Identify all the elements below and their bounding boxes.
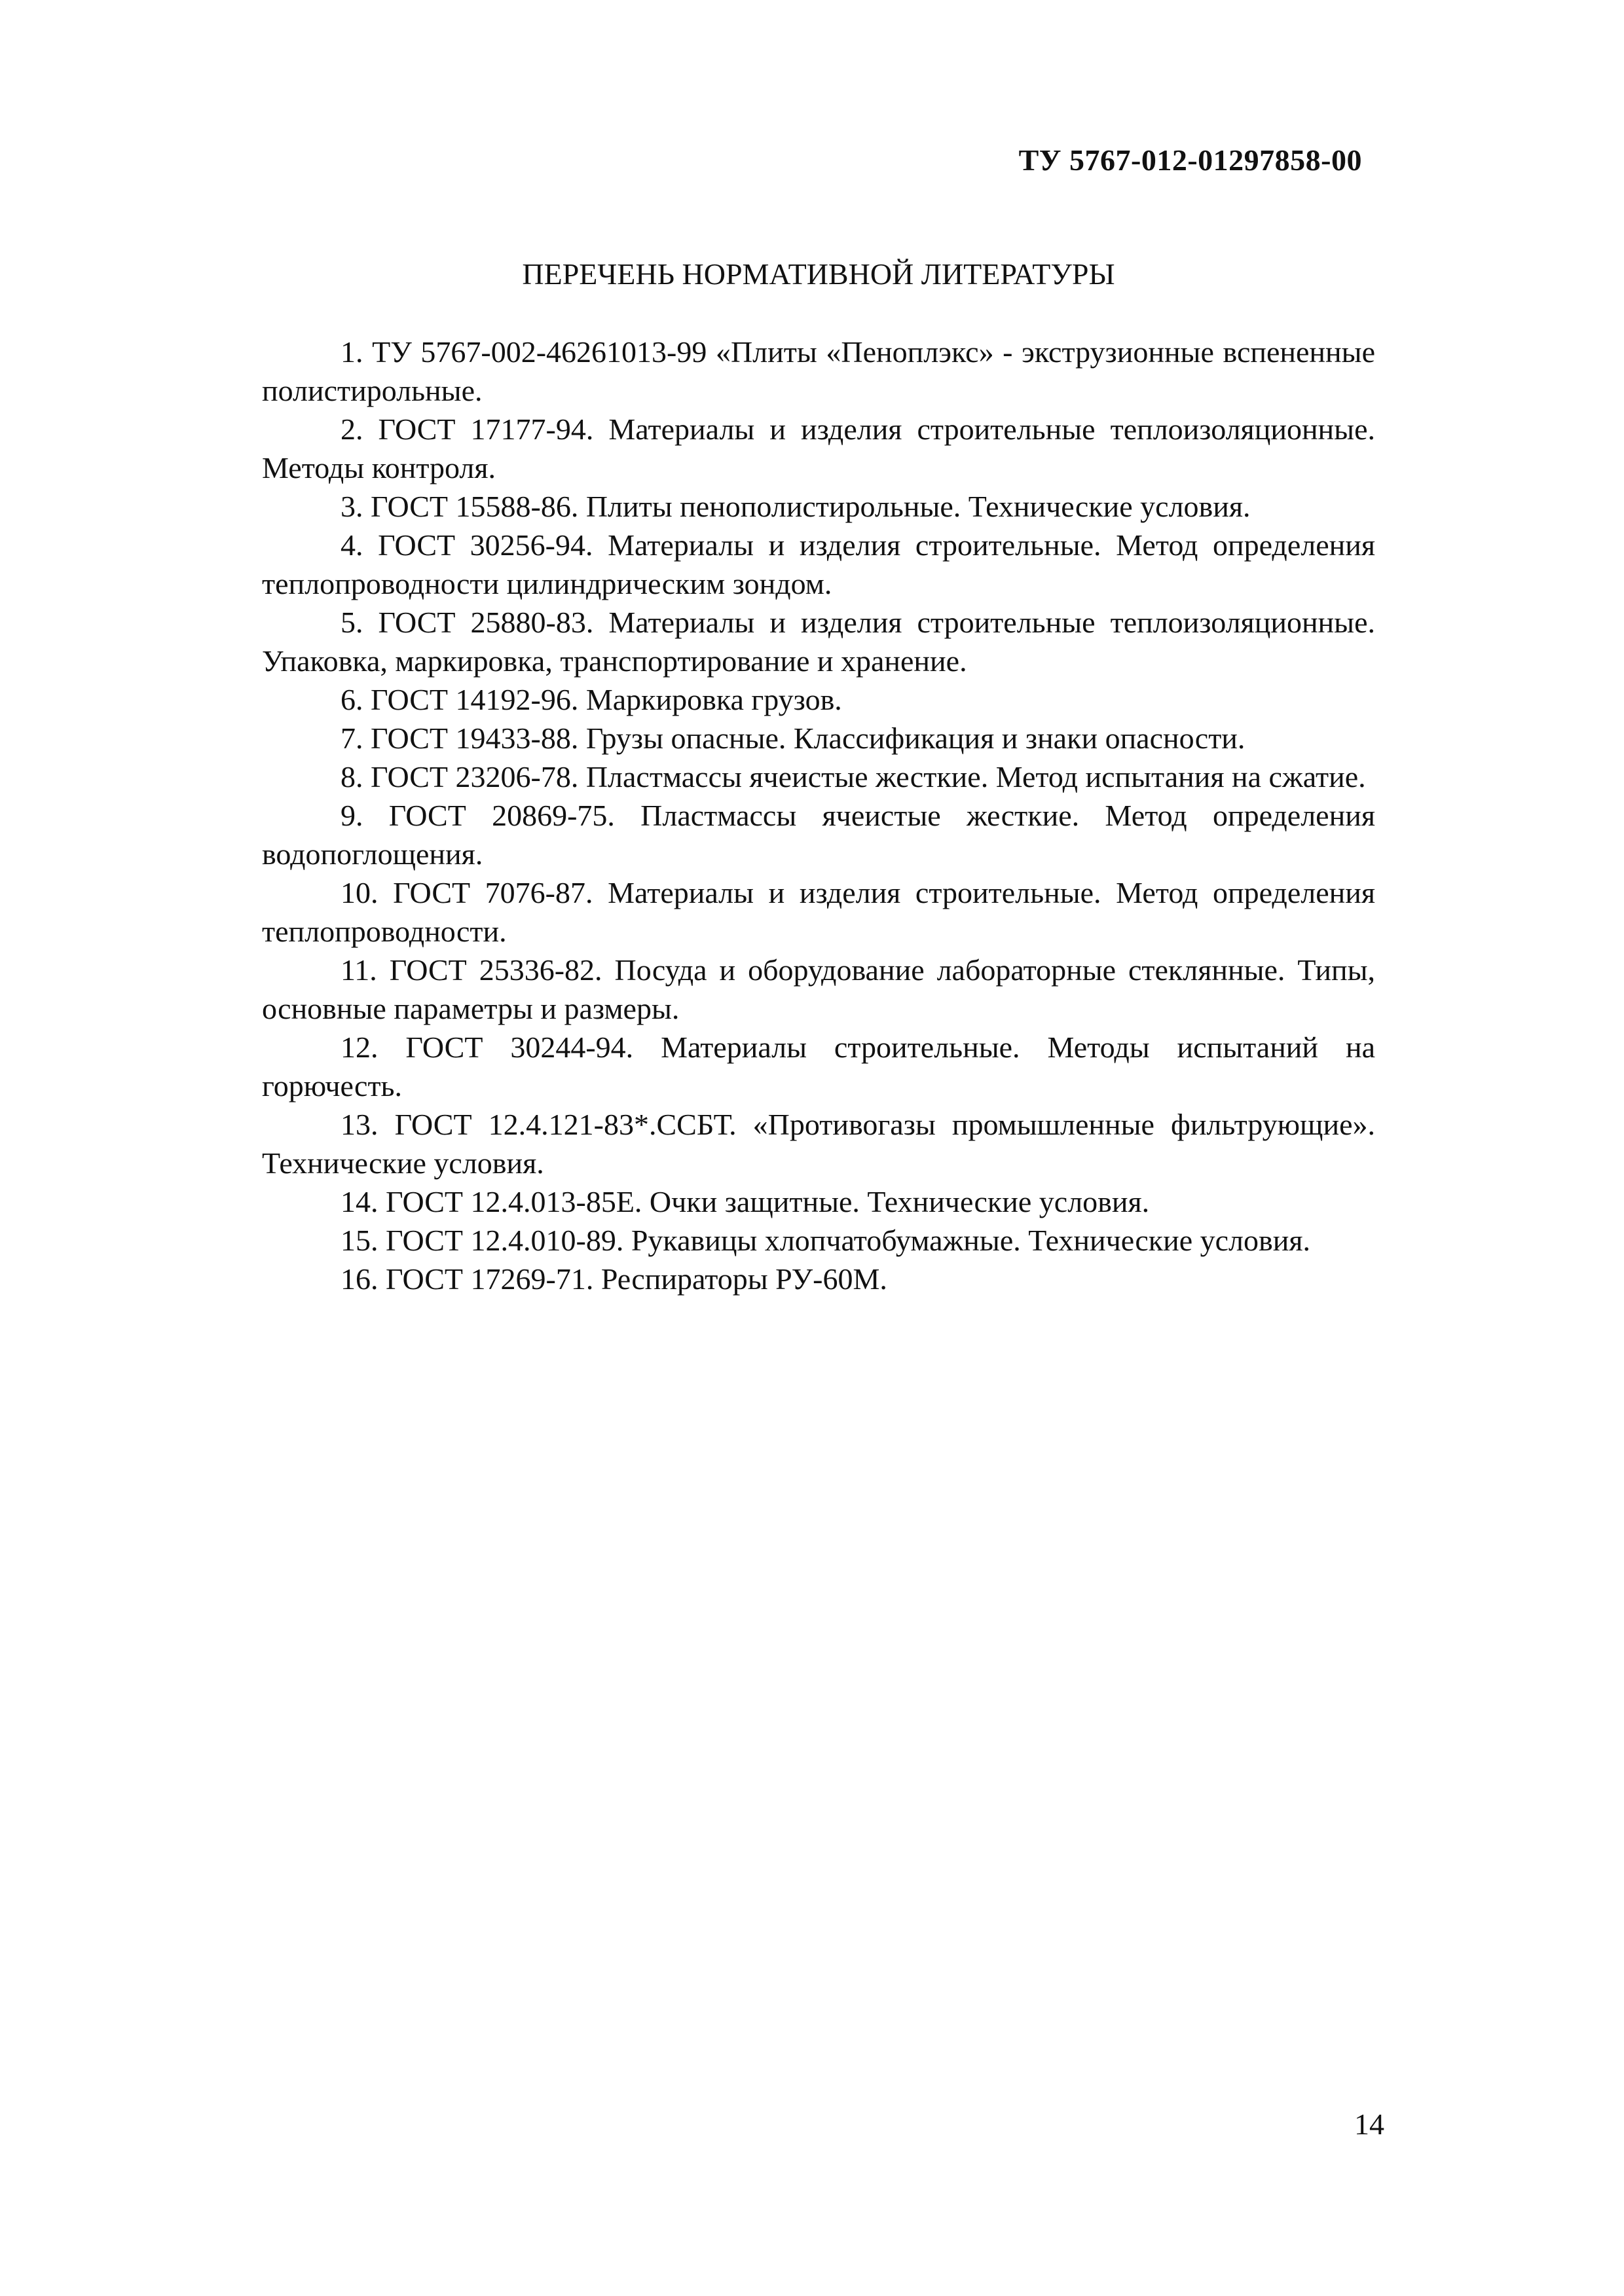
reference-item-5: 5. ГОСТ 25880-83. Материалы и изделия строительные теплоизоляционные. Упаковка, маркировка, транспортирование и хранение. — [262, 606, 1375, 678]
page-number: 14 — [1354, 2107, 1384, 2141]
reference-item-14: 14. ГОСТ 12.4.013-85Е. Очки защитные. Технические условия. — [341, 1185, 1150, 1218]
reference-item-11: 11. ГОСТ 25336-82. Посуда и оборудование лабораторные стеклянные. Типы, основные параметры и размеры. — [262, 953, 1375, 1025]
reference-item-8: 8. ГОСТ 23206-78. Пластмассы ячеистые жесткие. Метод испытания на сжатие. — [341, 760, 1366, 793]
reference-item-3: 3. ГОСТ 15588-86. Плиты пенополистирольные. Технические условия. — [341, 490, 1251, 523]
page-title: ПЕРЕЧЕНЬ НОРМАТИВНОЙ ЛИТЕРАТУРЫ — [522, 257, 1115, 291]
reference-item-7: 7. ГОСТ 19433-88. Грузы опасные. Классификация и знаки опасности. — [341, 721, 1246, 755]
reference-item-12: 12. ГОСТ 30244-94. Материалы строительные. Методы испытаний на горючесть. — [262, 1030, 1375, 1102]
document-code: ТУ 5767-012-01297858-00 — [1018, 143, 1362, 177]
reference-item-10: 10. ГОСТ 7076-87. Материалы и изделия строительные. Метод определения теплопроводности. — [262, 876, 1375, 948]
reference-item-13: 13. ГОСТ 12.4.121-83*.ССБТ. «Противогазы промышленные фильтрующие». Технические условия. — [262, 1108, 1375, 1180]
reference-list — [262, 333, 1375, 1298]
reference-item-2: 2. ГОСТ 17177-94. Материалы и изделия строительные теплоизоляционные. Методы контроля. — [262, 412, 1375, 484]
reference-item-6: 6. ГОСТ 14192-96. Маркировка грузов. — [341, 683, 842, 716]
reference-item-4: 4. ГОСТ 30256-94. Материалы и изделия строительные. Метод определения теплопроводности цилиндрическим зондом. — [262, 528, 1375, 600]
reference-item-16: 16. ГОСТ 17269-71. Респираторы РУ-60М. — [341, 1262, 887, 1296]
reference-item-15: 15. ГОСТ 12.4.010-89. Рукавицы хлопчатобумажные. Технические условия. — [341, 1224, 1311, 1257]
reference-item-1: 1. ТУ 5767-002-46261013-99 «Плиты «Пеноплэкс» - экструзионные вспененные полистирольные. — [262, 335, 1375, 407]
reference-item-9: 9. ГОСТ 20869-75. Пластмассы ячеистые жесткие. Метод определения водопоглощения. — [262, 799, 1375, 871]
